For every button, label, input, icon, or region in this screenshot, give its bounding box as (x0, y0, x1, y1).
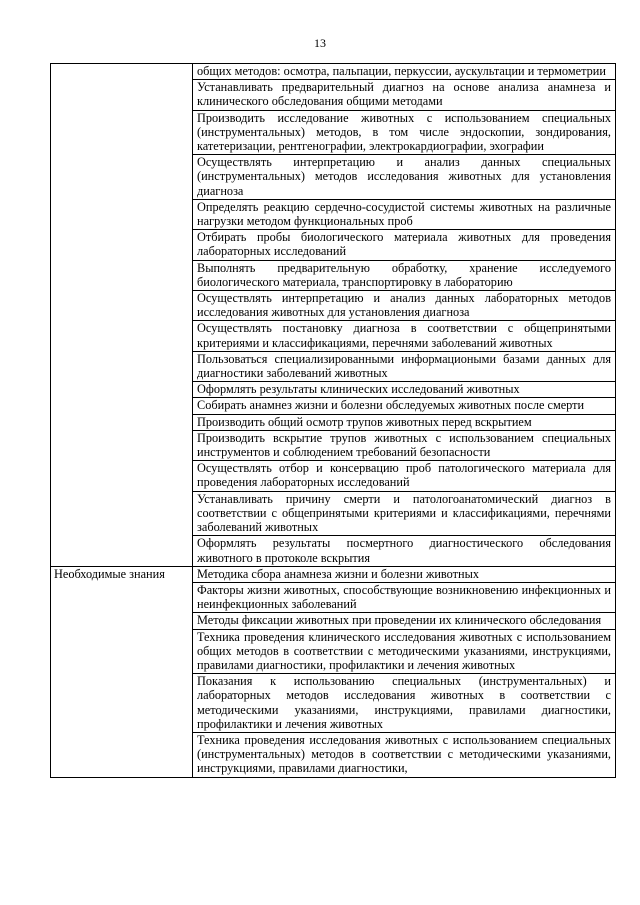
requirement-text: Осуществлять интерпретацию и анализ данных специальных (инструментальных) методов исследования животных для установления диагноза (197, 155, 611, 198)
requirement-cell (193, 461, 616, 491)
requirement-text: Методика сбора анамнеза жизни и болезни животных (197, 566, 479, 581)
requirement-cell (193, 491, 616, 536)
requirement-text: Устанавливать причину смерти и патологоанатомический диагноз в соответствии с общепринятыми критериями и классификациями, перечнями заболеваний животных (197, 491, 611, 535)
requirement-cell (193, 613, 616, 629)
requirement-cell (193, 382, 616, 398)
requirement-cell (193, 110, 616, 155)
requirement-text: Оформлять результаты посмертного диагностического обследования животного в протоколе вскрытия (197, 536, 611, 565)
requirement-text: Факторы жизни животных, способствующие возникновению инфекционных и неинфекционных заболеваний (197, 582, 611, 612)
requirement-text: Производить вскрытие трупов животных с использованием специальных инструментов и соблюдением требований безопасности (197, 430, 611, 460)
requirement-cell (193, 566, 616, 582)
requirement-text: Устанавливать предварительный диагноз на основе анализа анамнеза и клинического обследования общими методами (197, 80, 611, 109)
requirement-text: Пользоваться специализированными информациоными базами данных для диагностики заболеваний животных (197, 351, 611, 381)
requirement-text: общих методов: осмотра, пальпации, перкуссии, аускультации и термометрии (197, 64, 606, 78)
requirement-cell (193, 414, 616, 430)
requirement-text: Собирать анамнез жизни и болезни обследуемых животных после смерти (197, 398, 585, 413)
requirement-text: Производить общий осмотр трупов животных перед вскрытием (197, 414, 532, 429)
requirement-cell (193, 199, 616, 229)
requirement-text: Осуществлять отбор и консервацию проб патологического материала для проведения лабораторных исследований (197, 461, 611, 490)
requirement-cell (193, 674, 616, 733)
requirement-cell (193, 230, 616, 260)
requirement-cell (193, 64, 616, 80)
requirement-text: Производить исследование животных с использованием специальных (инструментальных) методов, в том числе эндоскопии, зондирования, катетеризации, рентгенографии, электрокардиографии, эхографии (197, 110, 611, 154)
requirement-cell (193, 291, 616, 321)
requirement-cell (193, 629, 616, 674)
requirement-cell (193, 155, 616, 200)
section-label-cell: Необходимые знания (51, 566, 193, 777)
requirement-text: Техника проведения клинического исследования животных с использованием общих методов в соответствии с методическими указаниями, инструкциями, правилами диагностики, профилактики и лечения животных (197, 629, 611, 672)
requirement-text: Оформлять результаты клинических исследований животных (197, 382, 520, 397)
requirement-cell (193, 536, 616, 566)
requirement-text: Техника проведения исследования животных с использованием специальных (инструментальных) методов в соответствии с методическими указаниями, инструкциями, правилами диагностики, (197, 732, 611, 776)
requirement-text: Показания к использованию специальных (инструментальных) и лабораторных методов исследования животных в соответствии с методическими указаниями, инструкциями, правилами диагностики, профилактики и лечения животных (197, 674, 611, 731)
requirement-cell (193, 351, 616, 381)
table-row (51, 566, 616, 582)
section-label-cell (51, 64, 193, 567)
table-row (51, 64, 616, 80)
table-body (51, 64, 616, 778)
requirement-text: Определять реакцию сердечно-сосудистой системы животных на различные нагрузки методом функциональных проб (197, 199, 611, 229)
requirement-text: Осуществлять постановку диагноза в соответствии с общепринятыми критериями и классификациями, перечнями заболеваний животных (197, 321, 611, 350)
page-number: 13 (314, 36, 326, 50)
requirement-cell (193, 732, 616, 777)
requirements-table (50, 63, 616, 778)
requirement-text: Выполнять предварительную обработку, хранение исследуемого биологического материала, транспортировку в лабораторию (197, 260, 611, 289)
requirement-text: Отбирать пробы биологического материала животных для проведения лабораторных исследований (197, 230, 611, 259)
requirement-text: Методы фиксации животных при проведении их клинического обследования (197, 613, 602, 628)
requirement-cell (193, 80, 616, 110)
requirement-cell (193, 582, 616, 612)
requirement-cell (193, 398, 616, 414)
requirement-cell (193, 430, 616, 460)
requirement-cell (193, 321, 616, 351)
requirement-text: Осуществлять интерпретацию и анализ данных лабораторных методов исследования животных для установления диагноза (197, 291, 611, 320)
requirement-cell (193, 260, 616, 290)
